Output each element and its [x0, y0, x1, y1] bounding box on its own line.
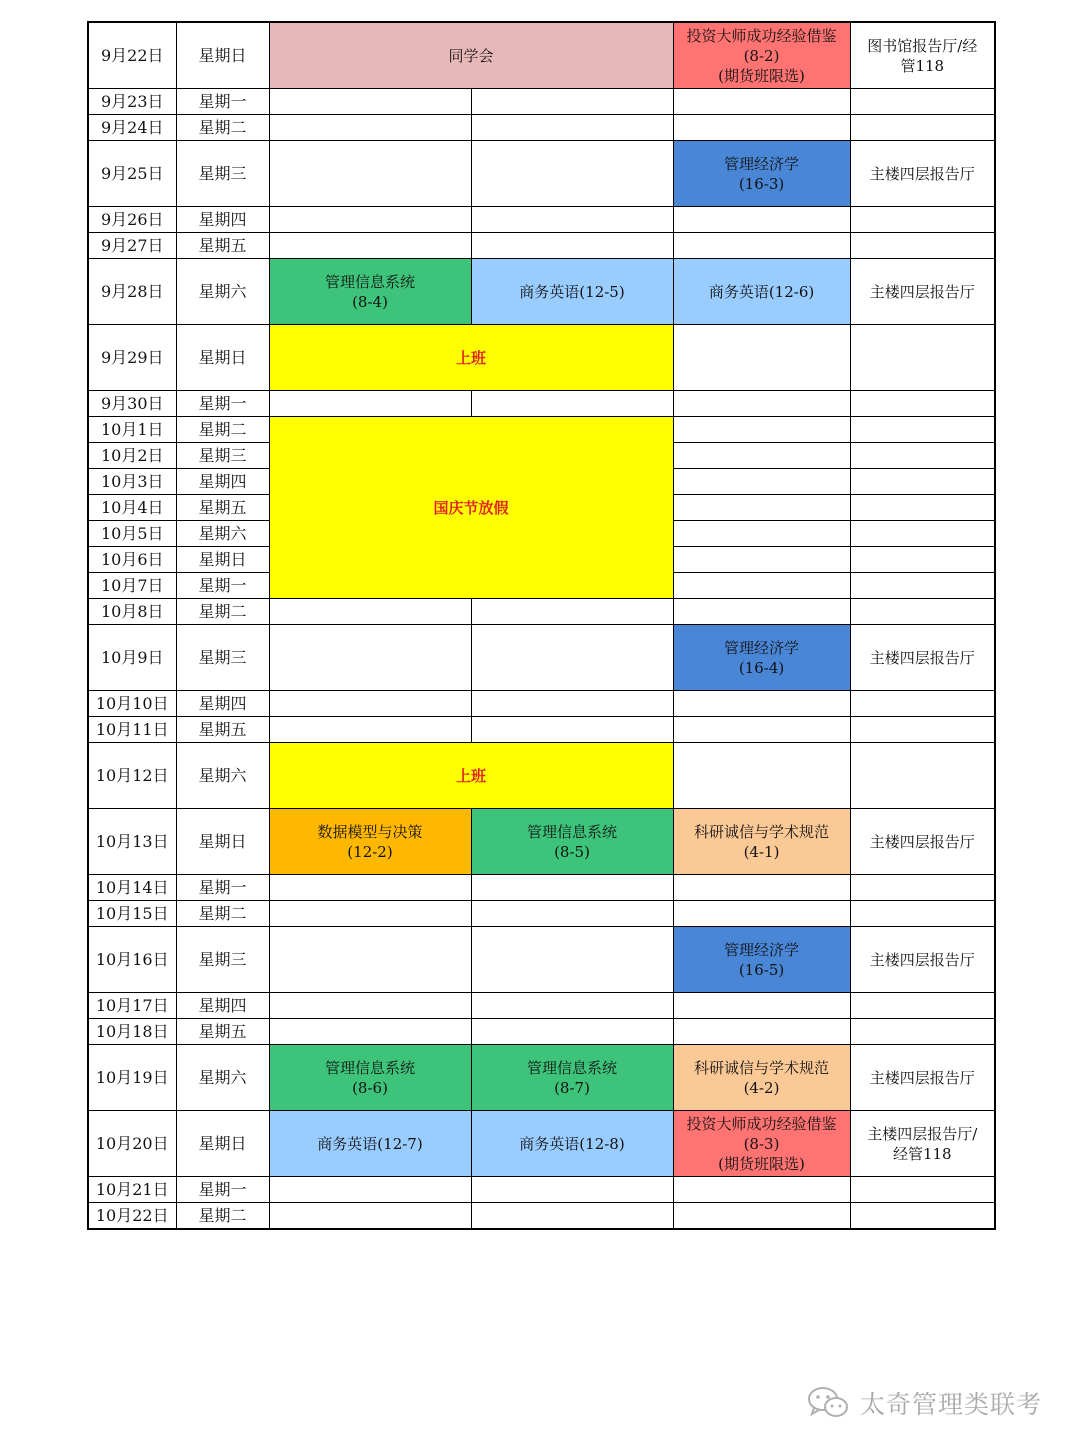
schedule-cell	[673, 141, 850, 207]
weekday-cell: 星期二	[176, 1203, 269, 1230]
table-row	[88, 115, 995, 141]
cell-text-line: 经管118	[892, 1144, 952, 1163]
cell-text-line: (16-5)	[738, 960, 785, 979]
weekday-cell: 星期三	[176, 443, 269, 469]
date-cell: 10月12日	[88, 743, 176, 809]
empty-cell	[850, 743, 995, 809]
empty-cell	[850, 521, 995, 547]
empty-cell	[269, 1177, 471, 1203]
weekday-cell: 星期四	[176, 993, 269, 1019]
table-row	[88, 993, 995, 1019]
table-row	[88, 1111, 995, 1177]
schedule-cell	[269, 22, 673, 89]
weekday-cell: 星期五	[176, 1019, 269, 1045]
empty-cell	[269, 625, 471, 691]
weekday-cell: 星期日	[176, 1111, 269, 1177]
cell-text-line: 投资大师成功经验借鉴	[686, 26, 837, 45]
table-row	[88, 927, 995, 993]
empty-cell	[673, 443, 850, 469]
schedule-cell	[673, 1045, 850, 1111]
date-cell: 9月26日	[88, 207, 176, 233]
empty-cell	[673, 207, 850, 233]
cell-text-line: 科研诚信与学术规范	[694, 822, 830, 841]
weekday-cell: 星期三	[176, 625, 269, 691]
empty-cell	[673, 325, 850, 391]
weekday-cell: 星期四	[176, 207, 269, 233]
empty-cell	[471, 89, 673, 115]
cell-text-line: 主楼四层报告厅	[869, 950, 975, 969]
table-row	[88, 691, 995, 717]
empty-cell	[850, 115, 995, 141]
schedule-cell	[673, 809, 850, 875]
empty-cell	[850, 469, 995, 495]
empty-cell	[673, 417, 850, 443]
schedule-cell	[269, 743, 673, 809]
date-cell: 9月30日	[88, 391, 176, 417]
date-cell: 9月22日	[88, 22, 176, 89]
empty-cell	[673, 717, 850, 743]
empty-cell	[673, 391, 850, 417]
wechat-icon	[806, 1385, 850, 1421]
table-row	[88, 1019, 995, 1045]
date-cell: 10月7日	[88, 573, 176, 599]
empty-cell	[673, 1177, 850, 1203]
weekday-cell: 星期六	[176, 259, 269, 325]
schedule-cell	[269, 1111, 471, 1177]
cell-text-line: 管118	[900, 56, 945, 75]
cell-text-line: 管理经济学	[724, 638, 800, 657]
empty-cell	[269, 927, 471, 993]
weekday-cell: 星期二	[176, 901, 269, 927]
date-cell: 10月16日	[88, 927, 176, 993]
date-cell: 10月18日	[88, 1019, 176, 1045]
weekday-cell: 星期二	[176, 599, 269, 625]
empty-cell	[850, 207, 995, 233]
empty-cell	[673, 495, 850, 521]
schedule-cell	[673, 259, 850, 325]
schedule-cell	[850, 141, 995, 207]
cell-text-line: (8-3)	[743, 1134, 780, 1153]
empty-cell	[850, 1177, 995, 1203]
schedule-cell	[269, 1045, 471, 1111]
empty-cell	[269, 1019, 471, 1045]
schedule-cell	[673, 927, 850, 993]
cell-text-line: 商务英语(12-6)	[708, 282, 815, 301]
empty-cell	[471, 391, 673, 417]
watermark-text: 太奇管理类联考	[860, 1390, 1043, 1419]
empty-cell	[673, 743, 850, 809]
empty-cell	[850, 325, 995, 391]
schedule-cell	[673, 1111, 850, 1177]
weekday-cell: 星期五	[176, 233, 269, 259]
date-cell: 10月6日	[88, 547, 176, 573]
date-cell: 10月4日	[88, 495, 176, 521]
weekday-cell: 星期四	[176, 469, 269, 495]
weekday-cell: 星期二	[176, 115, 269, 141]
cell-text-line: 商务英语(12-8)	[519, 1134, 625, 1153]
empty-cell	[850, 691, 995, 717]
empty-cell	[850, 717, 995, 743]
date-cell: 9月27日	[88, 233, 176, 259]
date-cell: 10月22日	[88, 1203, 176, 1230]
weekday-cell: 星期日	[176, 547, 269, 573]
table-row	[88, 599, 995, 625]
empty-cell	[673, 521, 850, 547]
empty-cell	[471, 115, 673, 141]
empty-cell	[471, 875, 673, 901]
weekday-cell: 星期一	[176, 391, 269, 417]
empty-cell	[269, 691, 471, 717]
cell-text-line: (4-2)	[743, 1078, 780, 1097]
cell-text-line: 管理信息系统	[324, 1058, 415, 1077]
cell-text-line: (4-1)	[743, 842, 780, 861]
date-cell: 10月15日	[88, 901, 176, 927]
watermark	[806, 1383, 1042, 1423]
empty-cell	[269, 115, 471, 141]
empty-cell	[850, 391, 995, 417]
schedule-cell	[850, 1045, 995, 1111]
cell-text-line: 管理经济学	[724, 154, 800, 173]
empty-cell	[471, 141, 673, 207]
empty-cell	[850, 417, 995, 443]
empty-cell	[850, 89, 995, 115]
cell-text-line: (8-7)	[554, 1078, 590, 1097]
schedule-cell	[269, 325, 673, 391]
empty-cell	[673, 1203, 850, 1230]
date-cell: 10月9日	[88, 625, 176, 691]
cell-text-line: (8-6)	[352, 1078, 388, 1097]
weekday-cell: 星期日	[176, 325, 269, 391]
weekday-cell: 星期一	[176, 573, 269, 599]
schedule-cell	[850, 625, 995, 691]
date-cell: 9月25日	[88, 141, 176, 207]
cell-text-line: (期货班限选)	[718, 66, 805, 85]
cell-text-line: 管理经济学	[724, 940, 800, 959]
empty-cell	[673, 875, 850, 901]
empty-cell	[471, 207, 673, 233]
schedule-cell	[471, 809, 673, 875]
empty-cell	[471, 1019, 673, 1045]
date-cell: 9月28日	[88, 259, 176, 325]
weekday-cell: 星期一	[176, 1177, 269, 1203]
empty-cell	[673, 573, 850, 599]
empty-cell	[850, 495, 995, 521]
empty-cell	[673, 599, 850, 625]
weekday-cell: 星期六	[176, 1045, 269, 1111]
weekday-cell: 星期日	[176, 22, 269, 89]
cell-text-line: 投资大师成功经验借鉴	[686, 1114, 837, 1133]
empty-cell	[850, 233, 995, 259]
cell-text-line: 主楼四层报告厅	[869, 1068, 975, 1087]
table-row	[88, 743, 995, 809]
date-cell: 10月17日	[88, 993, 176, 1019]
weekday-cell: 星期六	[176, 743, 269, 809]
empty-cell	[269, 901, 471, 927]
cell-text-line: 图书馆报告厅/经	[867, 36, 978, 55]
date-cell: 10月1日	[88, 417, 176, 443]
date-cell: 10月21日	[88, 1177, 176, 1203]
weekday-cell: 星期日	[176, 809, 269, 875]
cell-text-line: 商务英语(12-5)	[519, 282, 625, 301]
date-cell: 10月11日	[88, 717, 176, 743]
empty-cell	[471, 717, 673, 743]
empty-cell	[673, 691, 850, 717]
cell-text-line: 主楼四层报告厅	[869, 832, 975, 851]
weekday-cell: 星期二	[176, 417, 269, 443]
weekday-cell: 星期四	[176, 691, 269, 717]
cell-text-line: 同学会	[448, 46, 494, 65]
date-cell: 10月19日	[88, 1045, 176, 1111]
empty-cell	[269, 875, 471, 901]
schedule-body	[88, 22, 995, 1229]
cell-text-line: (期货班限选)	[718, 1154, 805, 1173]
cell-text-line: (12-2)	[347, 842, 393, 861]
empty-cell	[673, 89, 850, 115]
empty-cell	[673, 993, 850, 1019]
cell-text-line: (16-3)	[738, 174, 785, 193]
empty-cell	[850, 443, 995, 469]
weekday-cell: 星期五	[176, 495, 269, 521]
date-cell: 10月10日	[88, 691, 176, 717]
empty-cell	[673, 469, 850, 495]
empty-cell	[850, 1203, 995, 1230]
table-row	[88, 391, 995, 417]
empty-cell	[471, 901, 673, 927]
table-row	[88, 1045, 995, 1111]
cell-text-line: 主楼四层报告厅	[869, 282, 975, 301]
empty-cell	[850, 901, 995, 927]
date-cell: 9月29日	[88, 325, 176, 391]
weekday-cell: 星期三	[176, 141, 269, 207]
cell-text-line: 科研诚信与学术规范	[694, 1058, 830, 1077]
date-cell: 10月2日	[88, 443, 176, 469]
table-row	[88, 22, 995, 89]
cell-text-line: 主楼四层报告厅	[869, 648, 975, 667]
table-row	[88, 89, 995, 115]
date-cell: 10月13日	[88, 809, 176, 875]
date-cell: 10月3日	[88, 469, 176, 495]
table-row	[88, 1177, 995, 1203]
schedule-cell	[471, 1111, 673, 1177]
cell-text-line: 主楼四层报告厅/	[867, 1124, 978, 1143]
empty-cell	[269, 391, 471, 417]
empty-cell	[471, 1177, 673, 1203]
empty-cell	[673, 115, 850, 141]
empty-cell	[471, 625, 673, 691]
cell-text-line: (16-4)	[738, 658, 785, 677]
table-row	[88, 875, 995, 901]
schedule-cell	[471, 1045, 673, 1111]
empty-cell	[269, 993, 471, 1019]
cell-text-line: 数据模型与决策	[317, 822, 423, 841]
cell-text-line: 国庆节放假	[433, 498, 509, 517]
schedule-cell	[673, 625, 850, 691]
weekday-cell: 星期三	[176, 927, 269, 993]
empty-cell	[850, 993, 995, 1019]
cell-text-line: 管理信息系统	[527, 1058, 618, 1077]
schedule-cell	[850, 1111, 995, 1177]
cell-text-line: 管理信息系统	[527, 822, 618, 841]
table-row	[88, 259, 995, 325]
empty-cell	[269, 141, 471, 207]
table-row	[88, 901, 995, 927]
cell-text-line: 主楼四层报告厅	[869, 164, 975, 183]
cell-text-line: 商务英语(12-7)	[317, 1134, 423, 1153]
date-cell: 10月20日	[88, 1111, 176, 1177]
empty-cell	[269, 599, 471, 625]
empty-cell	[850, 547, 995, 573]
cell-text-line: (8-4)	[352, 292, 388, 311]
date-cell: 10月5日	[88, 521, 176, 547]
schedule-cell	[850, 927, 995, 993]
schedule-cell	[850, 259, 995, 325]
empty-cell	[471, 927, 673, 993]
schedule-cell	[471, 259, 673, 325]
schedule-table	[87, 21, 996, 1230]
table-row	[88, 233, 995, 259]
schedule-cell	[850, 22, 995, 89]
table-row	[88, 809, 995, 875]
table-row	[88, 141, 995, 207]
schedule-cell	[269, 809, 471, 875]
table-row	[88, 1203, 995, 1230]
cell-text-line: 上班	[456, 766, 487, 785]
schedule-cell	[673, 22, 850, 89]
empty-cell	[673, 547, 850, 573]
empty-cell	[471, 691, 673, 717]
empty-cell	[673, 233, 850, 259]
weekday-cell: 星期一	[176, 875, 269, 901]
weekday-cell: 星期一	[176, 89, 269, 115]
empty-cell	[269, 89, 471, 115]
cell-text-line: 上班	[456, 348, 487, 367]
empty-cell	[269, 717, 471, 743]
empty-cell	[471, 993, 673, 1019]
empty-cell	[673, 1019, 850, 1045]
schedule-cell	[269, 417, 673, 599]
table-row	[88, 417, 995, 443]
date-cell: 9月24日	[88, 115, 176, 141]
cell-text-line: (8-5)	[554, 842, 590, 861]
weekday-cell: 星期六	[176, 521, 269, 547]
table-row	[88, 207, 995, 233]
date-cell: 9月23日	[88, 89, 176, 115]
empty-cell	[673, 901, 850, 927]
schedule-cell	[269, 259, 471, 325]
empty-cell	[850, 573, 995, 599]
table-row	[88, 325, 995, 391]
empty-cell	[269, 1203, 471, 1230]
empty-cell	[471, 599, 673, 625]
empty-cell	[850, 1019, 995, 1045]
date-cell: 10月14日	[88, 875, 176, 901]
empty-cell	[269, 233, 471, 259]
schedule-cell	[850, 809, 995, 875]
empty-cell	[269, 207, 471, 233]
table-row	[88, 625, 995, 691]
cell-text-line: 管理信息系统	[324, 272, 415, 291]
empty-cell	[850, 875, 995, 901]
empty-cell	[471, 1203, 673, 1230]
cell-text-line: (8-2)	[743, 46, 780, 65]
date-cell: 10月8日	[88, 599, 176, 625]
table-row	[88, 717, 995, 743]
weekday-cell: 星期五	[176, 717, 269, 743]
empty-cell	[471, 233, 673, 259]
empty-cell	[850, 599, 995, 625]
